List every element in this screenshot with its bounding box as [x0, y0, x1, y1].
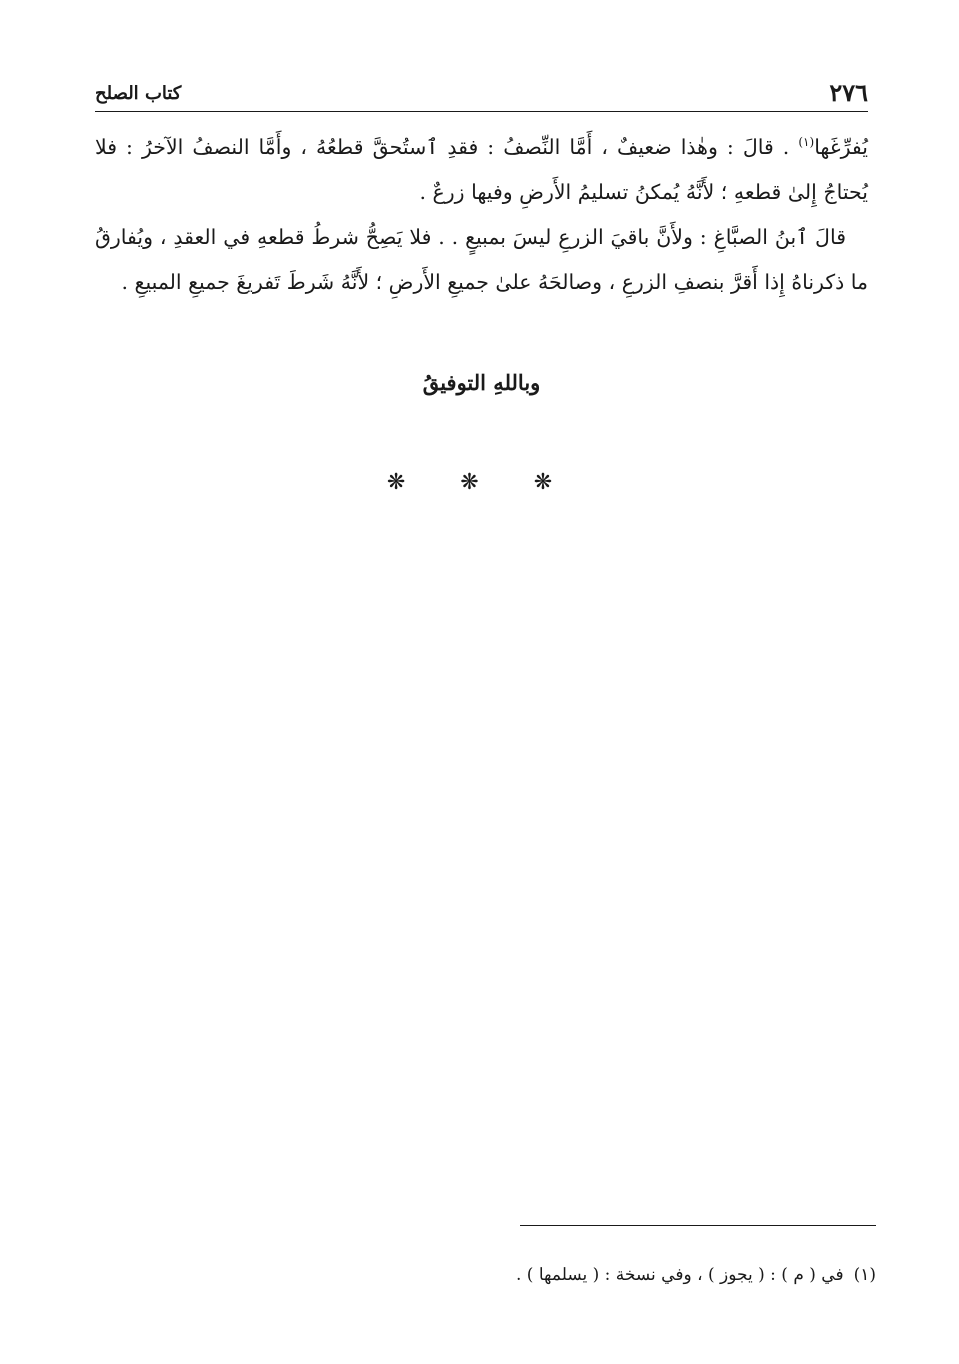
- paragraph: [95, 125, 868, 215]
- running-title: كتاب الصلح: [95, 83, 182, 104]
- footnote: [95, 1260, 876, 1290]
- footnote-rule: [520, 1225, 876, 1226]
- header-rule: [95, 111, 868, 112]
- page-header: [95, 78, 868, 108]
- page-number: ٢٧٦: [829, 78, 868, 107]
- section-separator: ❋ ❋ ❋: [386, 470, 577, 495]
- paragraph-text: . قالَ : وهٰذا ضعيفٌ ، أَمَّا النِّصفُ : فقدِ ٱستُحقَّ قطعُهُ ، وأَمَّا النصفُ الآخرُ : فلا يُحتاجُ إِلىٰ قطعهِ ؛ لأَنَّهُ يُمكنُ تسليمُ الأَرضِ وفيها زرعٌ .: [95, 135, 868, 204]
- footnote-reference: (١): [798, 135, 815, 150]
- main-text: [95, 125, 868, 305]
- closing-phrase: وباللهِ التوفيقُ: [422, 370, 541, 395]
- footnote-marker: (١): [853, 1265, 876, 1285]
- footnote-text: في ( م ) : ( يجوز ) ، وفي نسخة : ( يسلمها ) .: [516, 1265, 844, 1285]
- paragraph: قالَ ٱبنُ الصبَّاغِ : ولأَنَّ باقيَ الزرعِ ليسَ بمبيعٍ . . فلا يَصِحُّ شرطُ قطعهِ في العقدِ ، ويُفارقُ ما ذكرناهُ إِذا أَقرَّ بنصفِ الزرعِ ، وصالحَهُ علىٰ جميعِ الأَرضِ ؛ لأَنَّهُ شَرطَ تَفريغَ جميعِ المبيعِ .: [95, 225, 868, 294]
- paragraph-lead: يُفرِّغَها: [814, 135, 868, 159]
